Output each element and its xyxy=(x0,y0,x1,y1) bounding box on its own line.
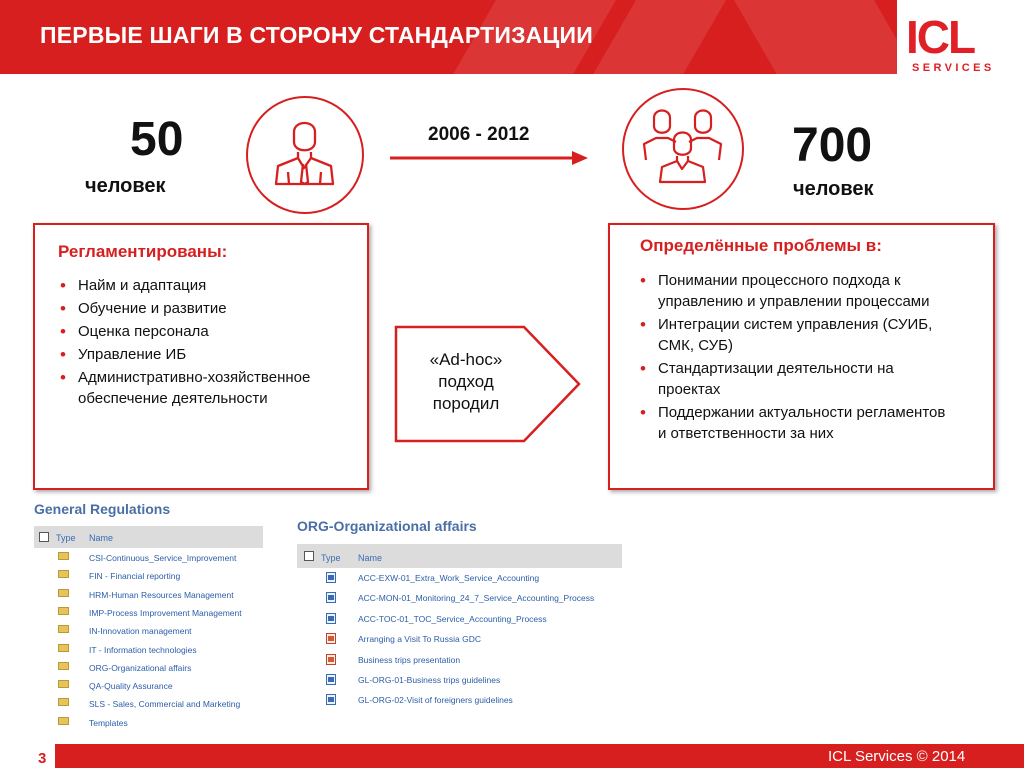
bullet-item: • Понимании процессного подхода к управлению и управлении процессами xyxy=(638,270,948,312)
adhoc-line-1: «Ad-hoc» xyxy=(429,350,503,369)
arrow-right-icon xyxy=(390,148,590,168)
left-stat-number: 50 xyxy=(130,113,184,166)
right-stat-number: 700 xyxy=(792,119,873,172)
general-regulations-header xyxy=(34,526,263,548)
regulated-list xyxy=(58,275,358,411)
word-doc-icon xyxy=(326,694,336,705)
document-name-link[interactable]: Business trips presentation xyxy=(358,654,461,665)
ppt-doc-icon xyxy=(326,654,336,665)
word-doc-icon xyxy=(326,674,336,685)
document-name-link[interactable]: ACC-MON-01_Monitoring_24_7_Service_Accounting_Process xyxy=(358,593,595,604)
regulated-title: Регламентированы: xyxy=(58,242,228,261)
document-row[interactable] xyxy=(297,569,622,587)
icl-logo xyxy=(906,11,996,84)
folder-icon xyxy=(58,589,69,597)
slide-title: ПЕРВЫЕ ШАГИ В СТОРОНУ СТАНДАРТИЗАЦИИ xyxy=(40,22,593,48)
document-name-link[interactable]: GL-ORG-01-Business trips guidelines xyxy=(358,675,501,685)
bullet-item: • Оценка персонала xyxy=(58,321,358,342)
document-row[interactable] xyxy=(297,589,622,607)
folder-icon xyxy=(58,717,69,725)
type-column-header[interactable]: Type xyxy=(56,533,76,543)
folder-name-link[interactable]: FIN - Financial reporting xyxy=(89,571,181,582)
problems-list xyxy=(638,270,948,446)
folder-name-link[interactable]: IN-Innovation management xyxy=(89,626,192,637)
document-row[interactable] xyxy=(297,651,622,669)
header-decoration xyxy=(717,0,897,74)
document-row[interactable] xyxy=(297,671,622,689)
word-doc-icon xyxy=(326,592,336,603)
folder-icon xyxy=(58,570,69,578)
bullet-item: • Административно-хозяйственное обеспечение деятельности xyxy=(58,367,358,409)
folder-icon xyxy=(58,644,69,652)
bullet-item: • Поддержании актуальности регламентов и ответственности за них xyxy=(638,402,948,444)
select-all-checkbox[interactable] xyxy=(39,532,49,542)
folder-row[interactable] xyxy=(34,714,263,732)
logo-main-text: ICL xyxy=(906,11,975,63)
name-column-header[interactable]: Name xyxy=(358,553,383,563)
group-icon xyxy=(624,90,741,207)
folder-icon xyxy=(58,552,69,560)
folder-name-link[interactable]: QA-Quality Assurance xyxy=(89,681,173,692)
word-doc-icon xyxy=(326,613,336,624)
problems-title: Определённые проблемы в: xyxy=(640,236,882,255)
folder-row[interactable] xyxy=(34,622,263,640)
folder-icon xyxy=(58,698,69,706)
type-column-header[interactable]: Type xyxy=(321,553,341,563)
folder-row[interactable] xyxy=(34,677,263,695)
folder-icon xyxy=(58,662,69,670)
folder-row[interactable] xyxy=(34,549,263,567)
bullet-item: • Стандартизации деятельности на проектах xyxy=(638,358,948,400)
folder-icon xyxy=(58,625,69,633)
header-bar xyxy=(0,0,897,74)
folder-row[interactable] xyxy=(34,659,263,677)
folder-row[interactable] xyxy=(34,695,263,713)
org-affairs-header xyxy=(297,544,622,568)
adhoc-text xyxy=(404,349,528,415)
word-doc-icon xyxy=(326,572,336,583)
adhoc-line-2: подход xyxy=(438,372,494,391)
document-name-link[interactable]: GL-ORG-02-Visit of foreigners guidelines xyxy=(358,695,513,706)
person-circle xyxy=(246,96,364,214)
folder-icon xyxy=(58,680,69,688)
document-row[interactable] xyxy=(297,630,622,648)
document-name-link[interactable]: ACC-TOC-01_TOC_Service_Accounting_Process xyxy=(358,613,547,624)
document-name-link[interactable]: ACC-EXW-01_Extra_Work_Service_Accounting xyxy=(358,573,540,583)
folder-row[interactable] xyxy=(34,567,263,585)
folder-row[interactable] xyxy=(34,641,263,659)
group-circle xyxy=(622,88,744,210)
document-row[interactable] xyxy=(297,610,622,628)
folder-row[interactable] xyxy=(34,604,263,622)
folder-name-link[interactable]: HRM-Human Resources Management xyxy=(89,589,234,600)
copyright-text: ICL Services © 2014 xyxy=(828,748,966,765)
document-row[interactable] xyxy=(297,691,622,709)
adhoc-line-3: породил xyxy=(432,394,500,413)
ppt-doc-icon xyxy=(326,633,336,644)
general-regulations-title: General Regulations xyxy=(34,501,171,517)
logo-sub-text: SERVICES xyxy=(912,62,995,74)
folder-name-link[interactable]: Templates xyxy=(89,717,128,728)
bullet-item: • Обучение и развитие xyxy=(58,298,358,319)
folder-name-link[interactable]: SLS - Sales, Commercial and Marketing xyxy=(89,699,241,710)
document-name-link[interactable]: Arranging a Visit To Russia GDC xyxy=(358,634,481,645)
folder-name-link[interactable]: IT - Information technologies xyxy=(89,644,197,655)
bullet-item: • Управление ИБ xyxy=(58,344,358,365)
folder-icon xyxy=(58,607,69,615)
right-stat-unit: человек xyxy=(793,178,874,200)
left-stat-unit: человек xyxy=(85,175,166,197)
person-icon xyxy=(248,98,361,211)
folder-name-link[interactable]: IMP-Process Improvement Management xyxy=(89,607,242,618)
name-column-header[interactable]: Name xyxy=(89,533,114,543)
bullet-item: • Найм и адаптация xyxy=(58,275,358,296)
period-label: 2006 - 2012 xyxy=(428,124,530,145)
folder-name-link[interactable]: ORG-Organizational affairs xyxy=(89,662,192,673)
select-all-checkbox[interactable] xyxy=(304,551,314,561)
folder-name-link[interactable]: CSI-Continuous_Service_Improvement xyxy=(89,553,237,563)
folder-row[interactable] xyxy=(34,586,263,604)
bullet-item: • Интеграции систем управления (СУИБ, СМК, СУБ) xyxy=(638,314,948,356)
page-number: 3 xyxy=(38,750,47,767)
org-affairs-title: ORG-Organizational affairs xyxy=(297,518,477,534)
